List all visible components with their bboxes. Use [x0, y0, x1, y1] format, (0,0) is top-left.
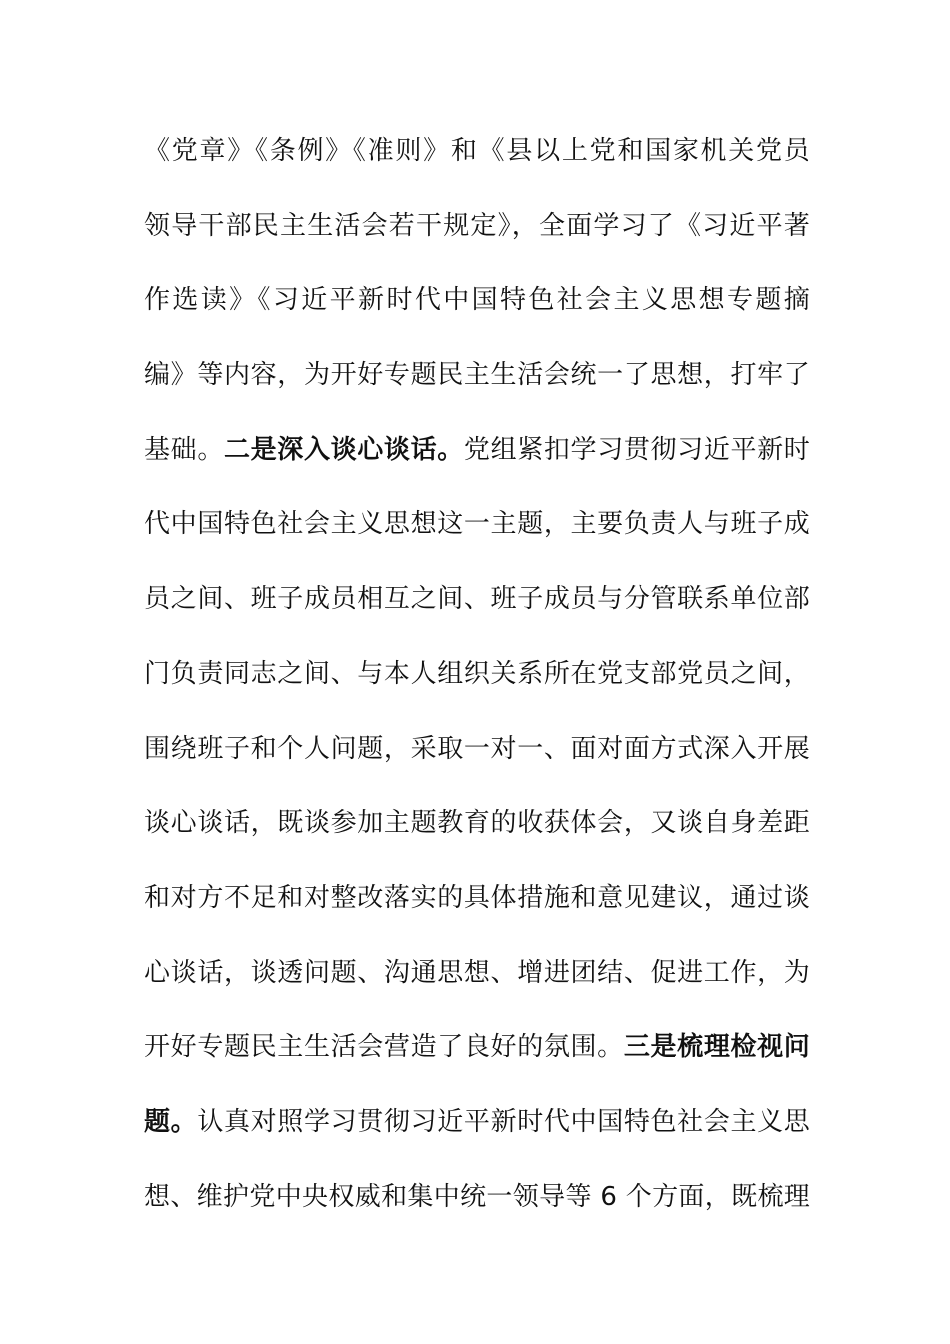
text-line	[144, 189, 810, 264]
text-line	[144, 861, 810, 936]
text-segment: 基础。	[144, 434, 224, 465]
text-line	[144, 936, 810, 1011]
text-segment: 想、维护党中央权威和集中统一领导等 6 个方面，既梳理	[144, 1181, 810, 1212]
text-segment: 编》等内容，为开好专题民主生活会统一了思想，打牢了	[144, 360, 810, 391]
text-segment: 代中国特色社会主义思想这一主题，主要负责人与班子成	[144, 509, 810, 540]
text-line	[144, 1010, 810, 1085]
bold-heading-segment: 二是深入谈心谈话。	[223, 434, 464, 465]
text-line	[144, 263, 810, 338]
text-line	[144, 786, 810, 861]
text-segment: 围绕班子和个人问题，采取一对一、面对面方式深入开展	[144, 733, 810, 764]
text-segment: 心谈话，谈透问题、沟通思想、增进团结、促进工作，为	[144, 957, 810, 988]
text-line	[144, 1160, 810, 1235]
text-segment: 作选读》《习近平新时代中国特色社会主义思想专题摘	[144, 285, 810, 316]
text-line	[144, 338, 810, 413]
text-line	[144, 562, 810, 637]
text-segment: 和对方不足和对整改落实的具体措施和意见建议，通过谈	[144, 882, 810, 913]
text-segment: 认真对照学习贯彻习近平新时代中国特色社会主义思	[197, 1106, 810, 1137]
text-line	[144, 413, 810, 488]
text-segment: 领导干部民主生活会若干规定》，全面学习了《习近平著	[144, 210, 810, 241]
text-segment: 党组紧扣学习贯彻习近平新时	[463, 434, 810, 465]
text-segment: 谈心谈话，既谈参加主题教育的收获体会，又谈自身差距	[144, 808, 810, 839]
text-segment: 《党章》《条例》《准则》和《县以上党和国家机关党员	[144, 136, 810, 166]
text-line	[144, 1085, 810, 1160]
text-line	[144, 712, 810, 787]
text-line	[144, 114, 810, 189]
text-line	[144, 637, 810, 712]
bold-heading-segment: 三是梳理检视问	[623, 1032, 810, 1063]
text-segment: 员之间、班子成员相互之间、班子成员与分管联系单位部	[144, 584, 810, 615]
text-line	[144, 487, 810, 562]
body-paragraph	[144, 114, 810, 1234]
text-segment: 门负责同志之间、与本人组织关系所在党支部党员之间，	[144, 658, 810, 689]
text-segment: 开好专题民主生活会营造了良好的氛围。	[144, 1032, 624, 1063]
bold-heading-segment: 题。	[144, 1106, 198, 1137]
